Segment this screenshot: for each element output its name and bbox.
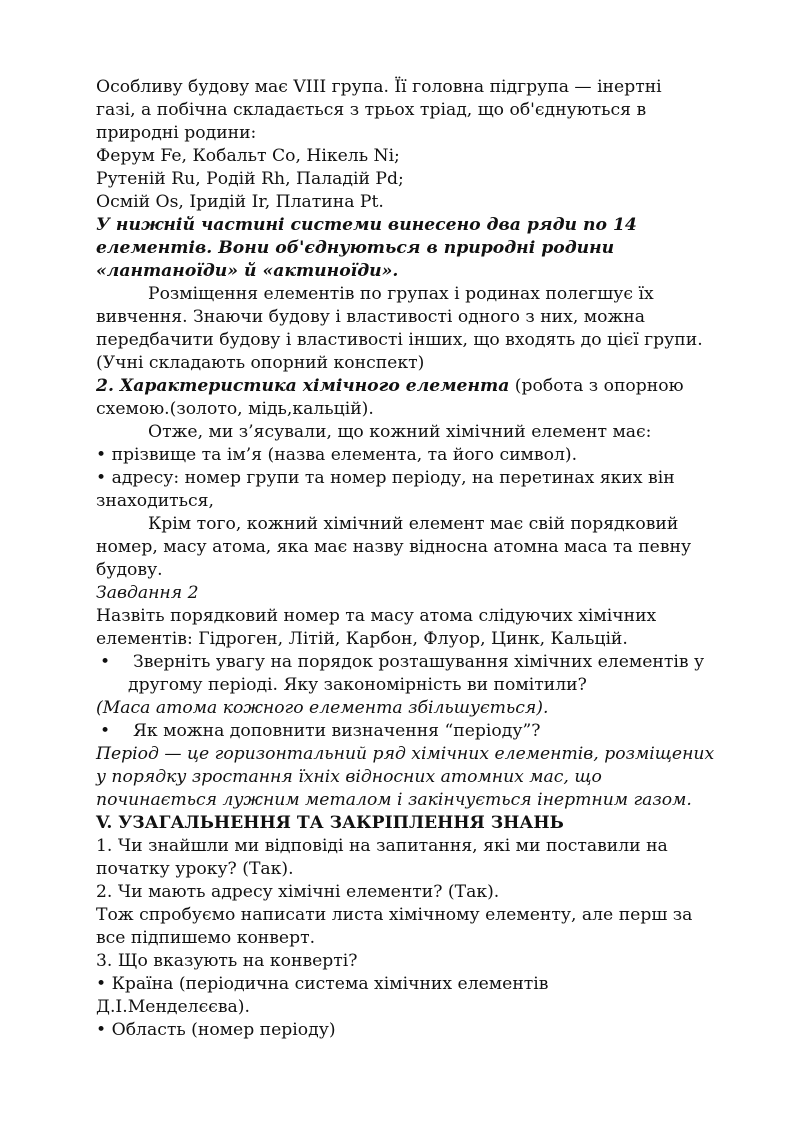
bullet-address-line-2: знаходиться, bbox=[96, 491, 214, 511]
task2-text-line-2: елементів: Гідроген, Літій, Карбон, Флуор, Цинк, Кальцій. bbox=[96, 629, 628, 649]
intro-line-2: газі, а побічна складається з трьох тріад, що об'єднуються в bbox=[96, 100, 647, 120]
document-page bbox=[96, 76, 776, 1042]
besides-line-2: номер, масу атома, яка має назву відносна атомна маса та певну bbox=[96, 537, 692, 557]
question-3: 3. Що вказують на конверті? bbox=[96, 951, 358, 971]
placement-line-3: передбачити будову і властивості інших, що входять до цієї групи. bbox=[96, 330, 703, 350]
mass-answer: (Маса атома кожного елемента збільшується). bbox=[96, 698, 549, 718]
section2-rest: (робота з опорною bbox=[509, 376, 684, 396]
section2-heading: 2. Характеристика хімічного елемента bbox=[96, 376, 510, 396]
section2-line-2: схемою.(золото, мідь,кальцій). bbox=[96, 399, 374, 419]
bullet-period-line bbox=[96, 720, 776, 743]
intro-line-1: Особливу будову має VIII група. Її головна підгрупа — інертні bbox=[96, 77, 662, 97]
bullet-address-line-1: • адресу: номер групи та номер періоду, на перетинах яких він bbox=[96, 468, 675, 488]
bullet-order-line-2: другому періоді. Яку закономірність ви помітили? bbox=[128, 675, 587, 695]
bullet-country-line-2: Д.І.Менделєєва). bbox=[96, 997, 250, 1017]
bullet-order-line-1 bbox=[96, 651, 776, 674]
lanthanides-note-line-1: У нижній частині системи винесено два ряди по 14 bbox=[96, 215, 637, 235]
question-1-line-2: початку уроку? (Так). bbox=[96, 859, 294, 879]
bullet-region: • Область (номер періоду) bbox=[96, 1020, 336, 1040]
family-iron: Ферум Fe, Кобальт Co, Нікель Ni; bbox=[96, 146, 400, 166]
placement-line-4: (Учні складають опорний конспект) bbox=[96, 353, 425, 373]
bullet-period-text: Як можна доповнити визначення “періоду”? bbox=[133, 721, 541, 741]
intro-line-3: природні родини: bbox=[96, 123, 257, 143]
lanthanides-note-line-2: елементів. Вони об'єднуються в природні родини bbox=[96, 238, 615, 258]
besides-line-3: будову. bbox=[96, 560, 163, 580]
task2-text-line-1: Назвіть порядковий номер та масу атома слідуючих хімічних bbox=[96, 606, 657, 626]
bullet-dot: • bbox=[100, 652, 111, 672]
letter-line-2: все підпишемо конверт. bbox=[96, 928, 316, 948]
bullet-order-text-1: Зверніть увагу на порядок розташування хімічних елементів у bbox=[133, 652, 705, 672]
bullet-dot: • bbox=[100, 721, 111, 741]
so-we-found: Отже, ми з’ясували, що кожний хімічний елемент має: bbox=[148, 422, 652, 442]
question-2: 2. Чи мають адресу хімічні елементи? (Так). bbox=[96, 882, 500, 902]
bullet-country-line-1: • Країна (періодична система хімічних елементів bbox=[96, 974, 549, 994]
lanthanides-note-line-3: «лантаноїди» й «актиноїди». bbox=[96, 261, 399, 281]
period-definition-line-2: у порядку зростання їхніх відносних атомних мас, що bbox=[96, 767, 602, 787]
section2-heading-line bbox=[96, 375, 776, 398]
question-1-line-1: 1. Чи знайшли ми відповіді на запитання, які ми поставили на bbox=[96, 836, 668, 856]
period-definition-line-3: починається лужним металом і закінчується інертним газом. bbox=[96, 790, 692, 810]
placement-line-2: вивчення. Знаючи будову і властивості одного з них, можна bbox=[96, 307, 645, 327]
section5-heading: V. УЗАГАЛЬНЕННЯ ТА ЗАКРІПЛЕННЯ ЗНАНЬ bbox=[96, 813, 564, 833]
placement-line-1: Розміщення елементів по групах і родинах полегшує їх bbox=[148, 284, 654, 304]
family-osmium: Осмій Os, Іридій Ir, Платина Pt. bbox=[96, 192, 384, 212]
bullet-name: • прізвище та ім’я (назва елемента, та його символ). bbox=[96, 445, 578, 465]
family-ruthenium: Рутеній Ru, Родій Rh, Паладій Pd; bbox=[96, 169, 404, 189]
task2-label: Завдання 2 bbox=[96, 583, 199, 603]
besides-line-1: Крім того, кожний хімічний елемент має свій порядковий bbox=[148, 514, 679, 534]
period-definition-line-1: Період — це горизонтальний ряд хімічних елементів, розміщених bbox=[96, 744, 715, 764]
letter-line-1: Тож спробуємо написати листа хімічному елементу, але перш за bbox=[96, 905, 693, 925]
